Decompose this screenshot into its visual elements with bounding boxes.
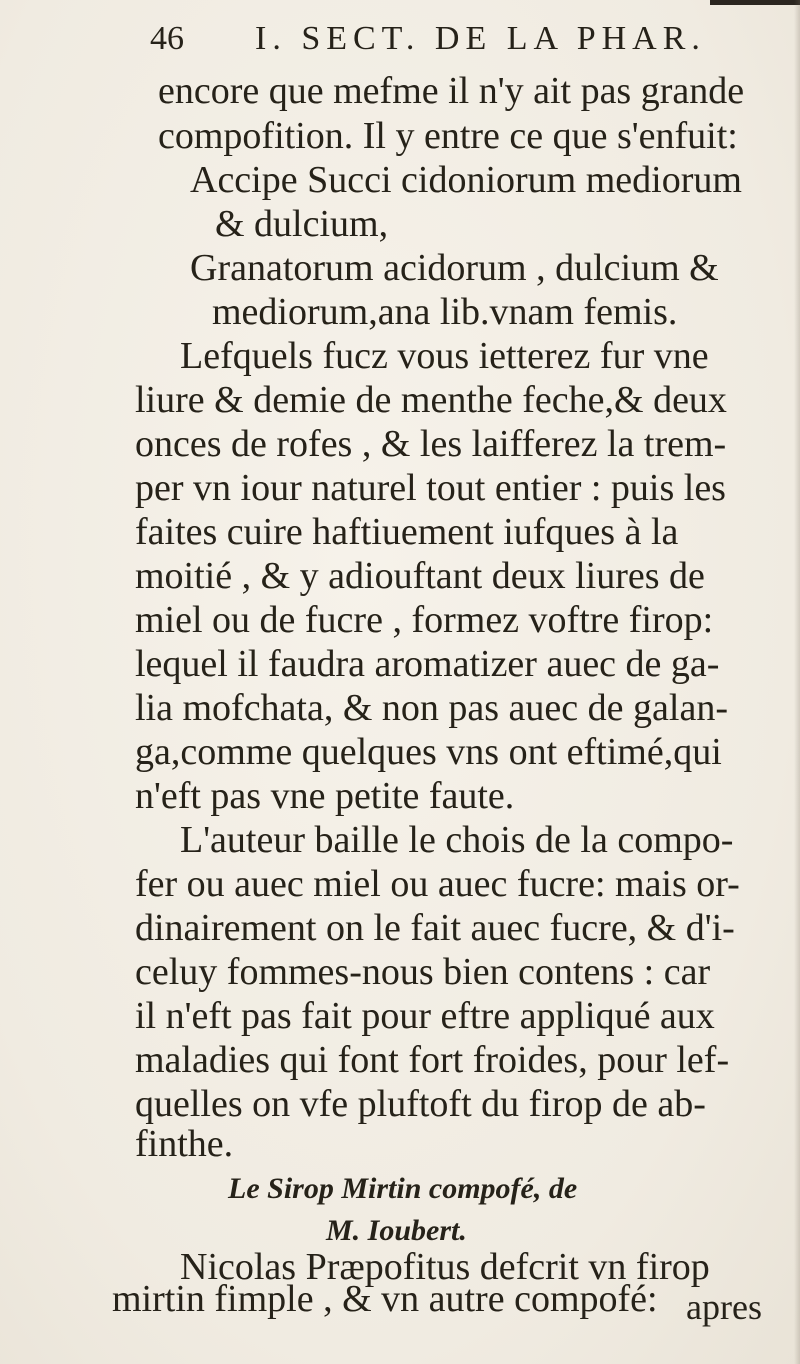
text-line: finthe. [135,1123,234,1165]
text-line: & dulcium, [215,203,389,245]
text-line: moitié , & y adiouftant deux liures de [135,555,705,597]
text-line: Lefquels fucz vous ietterez fur vne [180,335,709,377]
page-edge-shadow [794,0,800,1364]
text-line: lequel il faudra aromatizer auec de ga- [135,643,720,685]
top-rule [710,0,800,5]
text-line: faites cuire haftiuement iufques à la [135,511,679,553]
text-line: quelles on vfe pluftoft du firop de ab- [135,1083,706,1125]
text-line: liure & demie de menthe feche,& deux [135,379,727,421]
text-line: per vn iour naturel tout entier : puis les [135,467,726,509]
page-number: 46 [150,20,184,57]
catchword: apres [686,1287,762,1327]
text-line: onces de rofes , & les laifferez la trem- [135,423,727,465]
text-line: lia mofchata, & non pas auec de galan- [135,687,728,729]
section-title-line-2: M. Ioubert. [326,1214,467,1247]
text-line: ga,comme quelques vns ont eftimé,qui [135,731,722,773]
text-line: dinairement on le fait auec fucre, & d'i- [135,907,735,949]
text-line: miel ou de fucre , formez voftre firop: [135,599,714,641]
text-line: L'auteur baille le chois de la compo- [180,819,734,861]
text-line: n'eft pas vne petite faute. [135,775,515,817]
text-line: celuy fommes-nous bien contens : car [135,951,711,993]
text-line: mirtin fimple , & vn autre compofé: [112,1278,658,1320]
text-line: encore que mefme il n'y ait pas grande [158,70,745,112]
text-line: Accipe Succi cidoniorum mediorum [190,159,742,201]
text-line: Granatorum acidorum , dulcium & [190,247,719,289]
text-line: Nicolas Præpofitus defcrit vn firop [180,1246,710,1288]
running-title: I. SECT. DE LA PHAR. [255,20,706,57]
text-line: compofition. Il y entre ce que s'enfuit: [158,115,738,157]
text-line: mediorum,ana lib.vnam femis. [212,291,678,333]
text-line: maladies qui font fort froides, pour lef- [135,1039,730,1081]
text-line: fer ou auec miel ou auec fucre: mais or- [135,863,740,905]
section-title-line-1: Le Sirop Mirtin compofé, de [228,1172,578,1205]
text-line: il n'eft pas fait pour eftre appliqué aux [135,995,715,1037]
